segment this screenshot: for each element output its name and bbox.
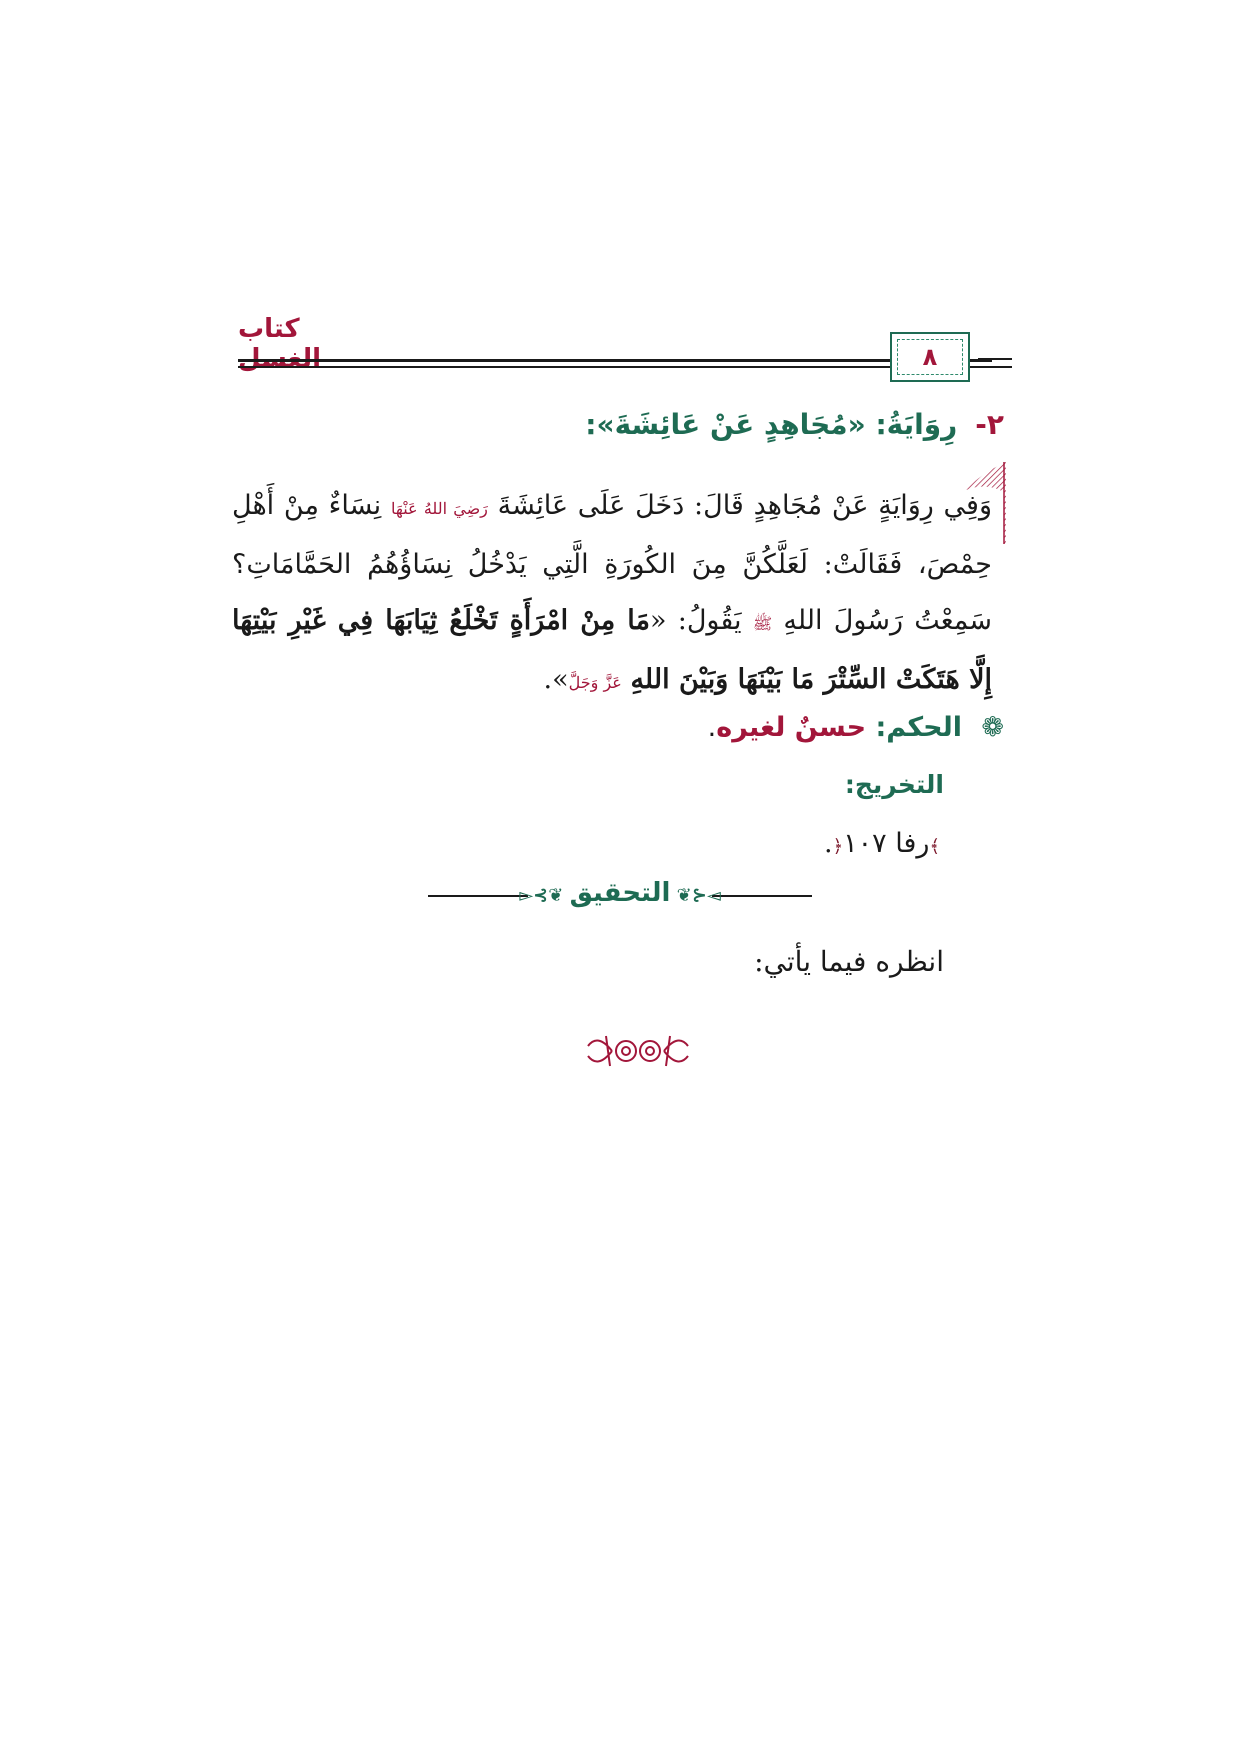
section-title: رِوَايَةُ: «مُجَاهِدٍ عَنْ عَائِشَةَ»: (585, 408, 958, 441)
running-title: كتاب الغسل (238, 314, 322, 374)
header-rule (238, 359, 992, 362)
reference-bracket-close: ﴿ (832, 836, 844, 857)
header-rule-right (978, 358, 1012, 360)
honorific-prophet: ﷺ (752, 614, 773, 633)
reference-period: . (824, 828, 833, 859)
honorific-allah: عَزَّ وَجَلَّ (568, 673, 622, 692)
divider-ornament-icon: ❦⊱▻ (519, 885, 570, 906)
ruling-line (708, 712, 1004, 743)
ruling-period: . (707, 712, 717, 743)
takhrij-label: التخريج: (844, 770, 944, 799)
page-number: ٨ (897, 339, 963, 375)
tahqiq-title: التحقيق (569, 878, 671, 908)
reference-text: رفا ١٠٧ (843, 828, 930, 859)
takhrij-reference (824, 828, 940, 859)
ornate-frame-icon (890, 332, 970, 382)
narration-middle: نِسَاءٌ مِنْ أَهْلِ حِمْصَ، فَقَالَتْ: لَعَلَّكُنَّ مِنَ الكُورَةِ الَّتِي يَدْخُلُ نِسَاؤُهُمُ الحَمَّامَاتِ؟ سَمِعْتُ رَسُولَ اللهِ (232, 490, 992, 636)
ruling-grade: حسنٌ لغيره (716, 712, 867, 743)
header-rule-thin (238, 366, 992, 368)
section-divider (428, 878, 812, 914)
narration-intro: وَفِي رِوَايَةٍ عَنْ مُجَاهِدٍ قَالَ: دَخَلَ عَلَى عَائِشَةَ (497, 490, 992, 521)
ruling-label: الحكم: (875, 712, 962, 743)
section-heading (585, 408, 1004, 441)
narration-paragraph (232, 478, 992, 711)
section-number: ٢- (975, 408, 1004, 441)
divider-heading (428, 878, 812, 908)
honorific-aisha: رَضِيَ اللهُ عَنْهَا (390, 499, 488, 518)
reference-bracket-open: ﴾ (929, 836, 940, 857)
end-ornament-icon (582, 1028, 694, 1074)
flower-icon: ❁ (981, 712, 1004, 743)
tahqiq-text: انظره فيما يأتي: (754, 945, 944, 978)
hadith-text: مَا مِنْ امْرَأَةٍ تَخْلَعُ ثِيَابَهَا فِي غَيْرِ بَيْتِهَا إِلَّا هَتَكَتْ السِّتْرَ مَا بَيْنَهَا وَبَيْنَ اللهِ (232, 605, 992, 695)
divider-ornament-icon: ◅⊰❦ (670, 885, 721, 906)
narration-quote-open: يَقُولُ: « (649, 605, 742, 636)
narration-quote-close: ». (543, 664, 569, 695)
header-rule-right-thin (978, 366, 1012, 368)
